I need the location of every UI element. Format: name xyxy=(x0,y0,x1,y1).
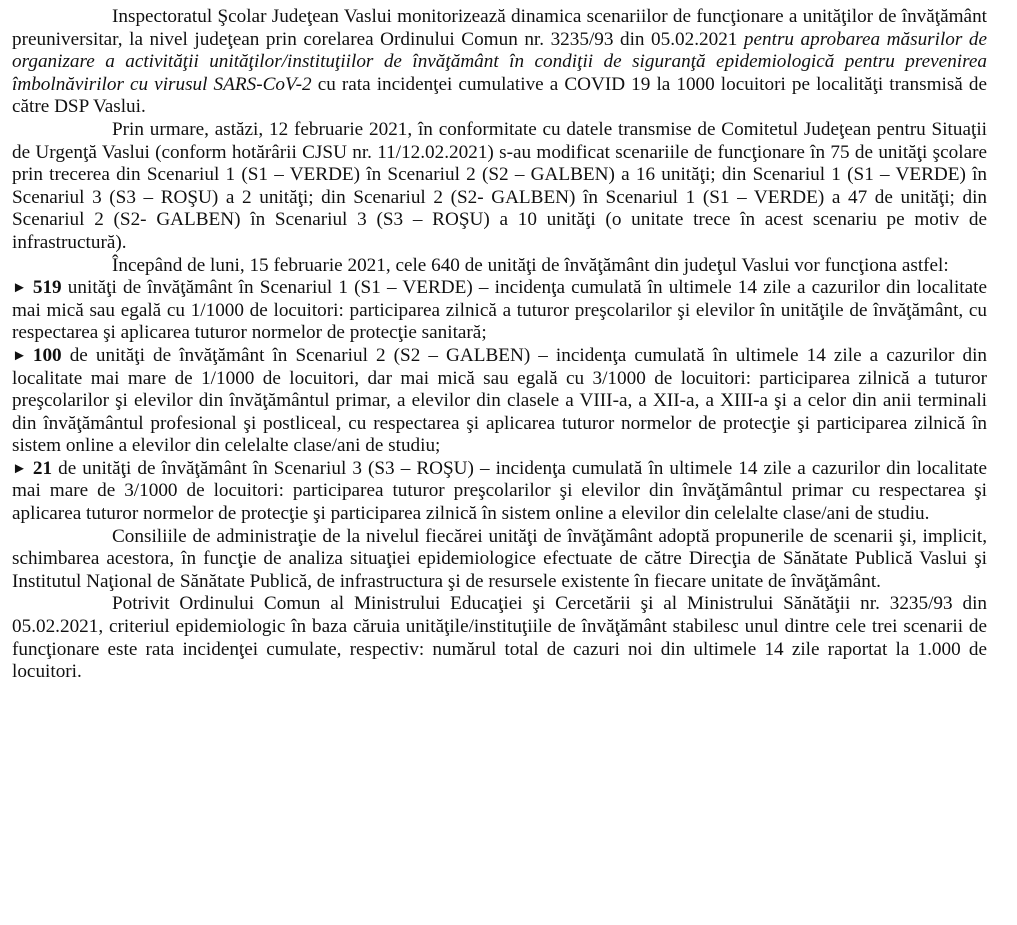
triangle-bullet-icon: ► xyxy=(12,347,27,364)
bullet-text: unităţi de învăţământ în Scenariul 1 (S1 – VERDE) – incidenţa cumulată în ultimele 14 zile a cazurilor din localitate mai mică sau egală cu 1/1000 de locuitori: participarea zilnică a tuturor preşcolarilor şi elevilor în unităţile de învăţământ, cu respectarea şi aplicarea tuturor normelor de protecţie sanitară; xyxy=(12,277,987,344)
triangle-bullet-icon: ► xyxy=(12,280,27,297)
order-title-italic: pentru aprobarea măsurilor de organizare a activităţii unităţilor/instituţiilor de învăţământ în condiţii de siguranţă epidemiologică pentru prevenirea îmbolnăvirilor cu virusul SARS-CoV-2 xyxy=(12,28,988,95)
paragraph-criterion: Potrivit Ordinului Comun al Ministrului Educaţiei şi Cercetării şi al Ministrului Sănătăţii nr. 3235/93 din 05.02.2021, criteriul epidemiologic în baza căruia unităţile/instituţiile de învăţământ stabilesc unul dintre cele trei scenarii de funcţionare este rata incidenţei cumulate, respectiv: numărul total de cazuri noi din ultimele 14 zile raportat la 1.000 de locuitori. xyxy=(12,593,987,683)
triangle-bullet-icon: ► xyxy=(12,460,27,477)
bullet-scenario-3 xyxy=(12,458,987,526)
intro-text-end: cu rata incidenţei cumulative a COVID 19 la 1000 locuitori pe localităţi transmisă de către DSP Vaslui. xyxy=(12,73,987,118)
document-body xyxy=(12,6,987,684)
bullet-count: 100 xyxy=(32,344,62,366)
bullet-text: de unităţi de învăţământ în Scenariul 3 (S3 – ROŞU) – incidenţa cumulată în ultimele 14 zile a cazurilor din localitate mai mare de 3/1000 de locuitori: participarea tuturor preşcolarilor şi elevilor din învăţământul primar cu respectarea şi aplicarea tuturor normelor de protecţie şi participarea zilnică în sistem online a elevilor din celelalte clase/ani de studiu. xyxy=(12,457,987,525)
paragraph-councils: Consiliile de administraţie de la nivelul fiecărei unităţi de învăţământ adoptă propunerile de scenarii şi, implicit, schimbarea acestora, în funcţie de analiza situaţiei epidemiologice efectuate de către Direcţia de Sănătate Publică Vaslui şi Institutul Naţional de Sănătate Publică, de infrastructura şi de resursele existente în fiecare unitate de învăţământ. xyxy=(12,525,987,592)
paragraph-changes: Prin urmare, astăzi, 12 februarie 2021, în conformitate cu datele transmise de Comitetul Judeţean pentru Situaţii de Urgenţă Vaslui (conform hotărârii CJSU nr. 11/12.02.2021) s-au modificat scenariile de funcţionare în 75 de unităţi şcolare prin trecerea din Scenariul 1 (S1 – VERDE) în Scenariul 2 (S2 – GALBEN) a 16 unităţi; din Scenariul 1 (S1 – VERDE) în Scenariul 3 (S3 – ROŞU) a 2 unităţi; din Scenariul 2 (S2- GALBEN) în Scenariul 1 (S1 – VERDE) a 47 de unităţi; din Scenariul 2 (S2- GALBEN) în Scenariul 3 (S3 – ROŞU) a 10 unităţi (o unitate trece în acest scenariu pe motiv de infrastructură). xyxy=(12,118,987,253)
bullet-count: 21 xyxy=(32,457,53,479)
bullet-scenario-2 xyxy=(12,345,987,458)
bullet-scenario-1 xyxy=(12,277,987,345)
bullet-text: de unităţi de învăţământ în Scenariul 2 (S2 – GALBEN) – incidenţa cumulată în ultimele 14 zile a cazurilor din localitate mai mare de 1/1000 de locuitori, dar mai mică sau egală cu 3/1000 de locuitori: participarea zilnică a tuturor preşcolarilor şi elevilor din învăţământul primar, a elevilor din clasele a VIII-a, a XII-a, a XIII-a şi a celor din anii terminali din învăţământul profesional şi postliceal, cu respectarea şi aplicarea tuturor normelor de protecţie şi participarea zilnică în sistem online a elevilor din celelalte clase/ani de studiu; xyxy=(12,344,987,457)
bullet-count: 519 xyxy=(32,277,62,299)
intro-text: Inspectoratul Şcolar Judeţean Vaslui monitorizează dinamica scenariilor de funcţionare a unităţilor de învăţământ preuniversitar, la nivel judeţean prin corelarea Ordinului Comun nr. 3235/93 din 05.02.2021 xyxy=(12,6,987,50)
paragraph-from-monday: Începând de luni, 15 februarie 2021, cele 640 de unităţi de învăţământ din judeţul Vaslui vor funcţiona astfel: xyxy=(112,254,949,276)
paragraph-intro xyxy=(12,6,987,119)
